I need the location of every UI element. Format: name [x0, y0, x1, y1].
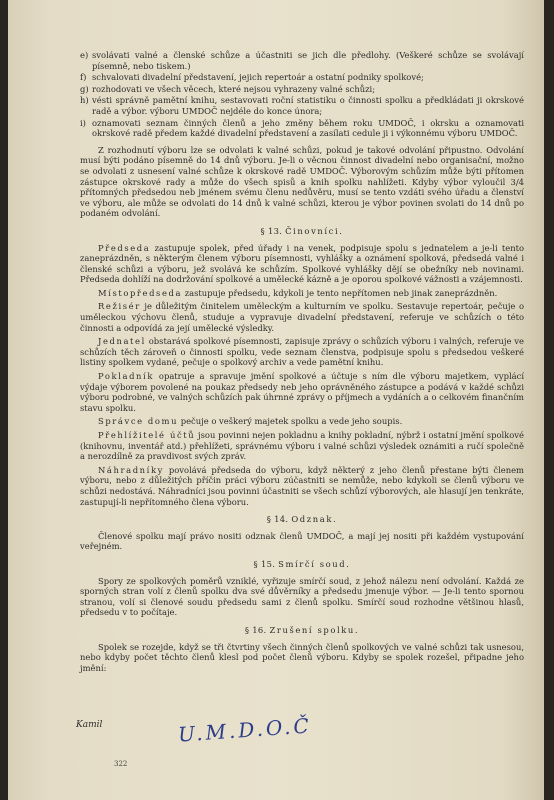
- section-15-heading: [80, 559, 524, 570]
- officer-role: Jednatel: [98, 336, 146, 347]
- list-text: schvalovati divadelní představení, jejich repertoár a ostatní podniky spolkové;: [92, 72, 424, 83]
- officer-duty: povolává předseda do výboru, když některý z jeho členů přestane býti členem výboru, nebo z důležitých příčin práci výboru zúčastniti se nemůže, nebo kdykoli se členů výboru ve schůzi nedostává. Náhradníci jsou povinni účastniti se všech schůzí výborových, ale hlasují jen tenkráte, zastupují-li nepřítomného člena výboru.: [80, 464, 524, 507]
- section-13-heading: [80, 226, 524, 237]
- list-item: [80, 84, 524, 95]
- officer-role: Místopředseda: [98, 287, 183, 298]
- section-number: § 15.: [253, 558, 276, 569]
- officer-role: Správce domu: [98, 416, 179, 427]
- section-number: § 13.: [260, 225, 283, 236]
- officer-paragraph: [80, 243, 524, 285]
- officer-duty: zastupuje spolek, před úřady i na venek, podpisuje spolu s jednatelem a je-li tento zaneprázdněn, s některým členem výboru písemnosti, vyhlášky a oznámení spolková, předsedá valné i členské schůzi a výboru, jež svolává ke schůzím. Spolkové vyhlášky dějí se obežníky neb novinami. Předseda dohlíží na dodržování spolkové a umělecké kázně a je oporou spolkové vážnosti a vzájemnosti.: [80, 242, 524, 285]
- officer-paragraph: [80, 371, 524, 413]
- section-title: Odznak.: [291, 514, 338, 525]
- officer-duty: opatruje a spravuje jmění spolkové a účtuje s ním dle výboru majetkem, vyplácí výdaje výborem povolené na poukaz předsedy neb jeho oprávněného zástupce a podává v každé schůzi výboru podrobné, ve valných schůzích pak úhrnné zprávy o příjmech a vydáních a o celkovém finančním stavu spolku.: [80, 371, 524, 413]
- list-marker: e): [80, 50, 89, 60]
- list-marker: f): [80, 72, 87, 83]
- officer-paragraph: [80, 416, 524, 427]
- section-14-heading: [80, 514, 524, 525]
- section-title: Zrušení spolku.: [269, 624, 360, 635]
- list-item: [80, 72, 524, 83]
- list-item: [80, 118, 524, 139]
- officer-role: Pokladník: [98, 371, 154, 382]
- appeal-paragraph: Z rozhodnutí výboru lze se odvolati k valné schůzi, pokud je takové odvolání připustno. Odvolání musí býti podáno písemně do 14 dnů výboru. Je-li o věcnou činnost divadelní nebo organisační, možno se odvolati z usnesení valné schůze k okrskové radě UMDOČ. Výborovým schůzím může býti přítomen zástupce okrskové rady a může do všech spisů a knih spolku nahlížeti. Kdyby výbor vyloučil 3/4 přítomných předsedou neb jménem svému členu nedůvěru, musí se tento vzdáti svého úřadu a členství ve výboru, ale může se odvolati do 14 dnů k valné schůzi, kterou je výbor povinen svolati do 14 dnů po podaném odvolání.: [80, 144, 524, 219]
- officer-duty: zastupuje předsedu, kdykoli je tento nepřítomen neb jinak zaneprázdněn.: [182, 287, 498, 298]
- officer-role: Náhradníky: [98, 464, 164, 475]
- list-text: svolávati valné a členské schůze a účastniti se jich dle předlohy. (Veškeré schůze se svolávají písemně, nebo tiskem.): [92, 50, 524, 71]
- list-text: rozhodovati ve všech věcech, které nejsou vyhrazeny valné schůzi;: [92, 83, 376, 94]
- section-16-heading: [80, 625, 524, 636]
- officer-paragraph: [80, 430, 524, 462]
- page-content: [80, 50, 524, 676]
- dissolution-paragraph: Spolek se rozejde, když se tři čtvrtiny všech činných členů spolkových ve valné schůzi tak usnesou, nebo kdyby počet těchto členů klesl pod počet členů výboru. Kdyby se spolek rozešel, připadne jeho jmění:: [80, 641, 524, 673]
- officer-role: Přehlížitelé účtů: [98, 430, 196, 440]
- officer-duty: obstarává spolkové písemnosti, zapisuje zprávy o schůzích výboru i valných, referuje ve schůzích těch zároveň o činnosti spolku, vede seznam členstva, podpisuje spolu s předsedou veškeré listiny spolkem vydané, pečuje o spolkový archiv a vede pamětní knihu.: [80, 336, 524, 368]
- section-number: § 14.: [266, 514, 289, 525]
- page-number: 322: [114, 760, 128, 768]
- officer-duty: je důležitým činitelem uměleckým a kulturním ve spolku. Sestavuje repertoár, pečuje o uměleckou výchovu členů, studuje a vypravuje divadelní představení, referuje ve schůzích o této činnosti a odpovídá za její umělecké výsledky.: [80, 301, 524, 333]
- list-marker: h): [80, 95, 89, 106]
- officer-paragraph: [80, 336, 524, 368]
- section-title: Činovníci.: [285, 225, 344, 236]
- officer-duty: jsou povinni nejen pokladnu a knihy pokladní, nýbrž i ostatní jmění spolkové (knihovnu, inventář atd.) přehlížeti, správnému výboru i valné schůzi výsledek oznámiti a ručí společně a nerozdílně za pravdivost svých zpráv.: [80, 430, 524, 462]
- officer-paragraph: [80, 288, 524, 299]
- section-number: § 16.: [244, 624, 267, 635]
- list-marker: i): [80, 117, 86, 128]
- list-item: [80, 50, 524, 71]
- list-item: [80, 95, 524, 116]
- officer-role: Předseda: [98, 242, 151, 253]
- officer-paragraph: [80, 465, 524, 507]
- list-text: oznamovati seznam činných členů a jeho změny během roku UMDOČ, i okrsku a oznamovati okrskové radě předem každé divadelní představení a zasílati cedule ji i výkonnému výboru UMDOČ.: [92, 117, 524, 139]
- ink-stamp: U.M.D.O.Č: [177, 713, 313, 747]
- handwritten-note: Kamil: [76, 720, 103, 730]
- badge-paragraph: Členové spolku mají právo nositi odznak členů UMDOČ, a mají jej nositi při každém vystupování veřejném.: [80, 530, 524, 552]
- list-marker: g): [80, 83, 89, 94]
- officer-duty: pečuje o veškerý majetek spolku a vede jeho soupis.: [178, 416, 403, 427]
- document-page: [8, 0, 544, 800]
- section-title: Smírčí soud.: [278, 558, 351, 569]
- officer-paragraph: [80, 301, 524, 333]
- arbitration-paragraph: Spory ze spolkových poměrů vzniklé, vyřizuje smírčí soud, z jehož nálezu není odvolání. Každá ze sporných stran volí z členů spolku dva své důvěrníky a předsedu jmenuje výbor. — Je-li tento spornou stranou, volí si členové soudu předsedu sami z členů spolku. Smírčí soud rozhodne většinou hlasů, předsedu v to počítaje.: [80, 575, 524, 618]
- list-text: vésti správně pamětní knihu, sestavovati roční statistiku o činnosti spolku a předkládati ji okrskové radě a výbor. výboru UMDOČ nejdéle do konce února;: [92, 95, 524, 116]
- officer-role: Režisér: [98, 301, 141, 312]
